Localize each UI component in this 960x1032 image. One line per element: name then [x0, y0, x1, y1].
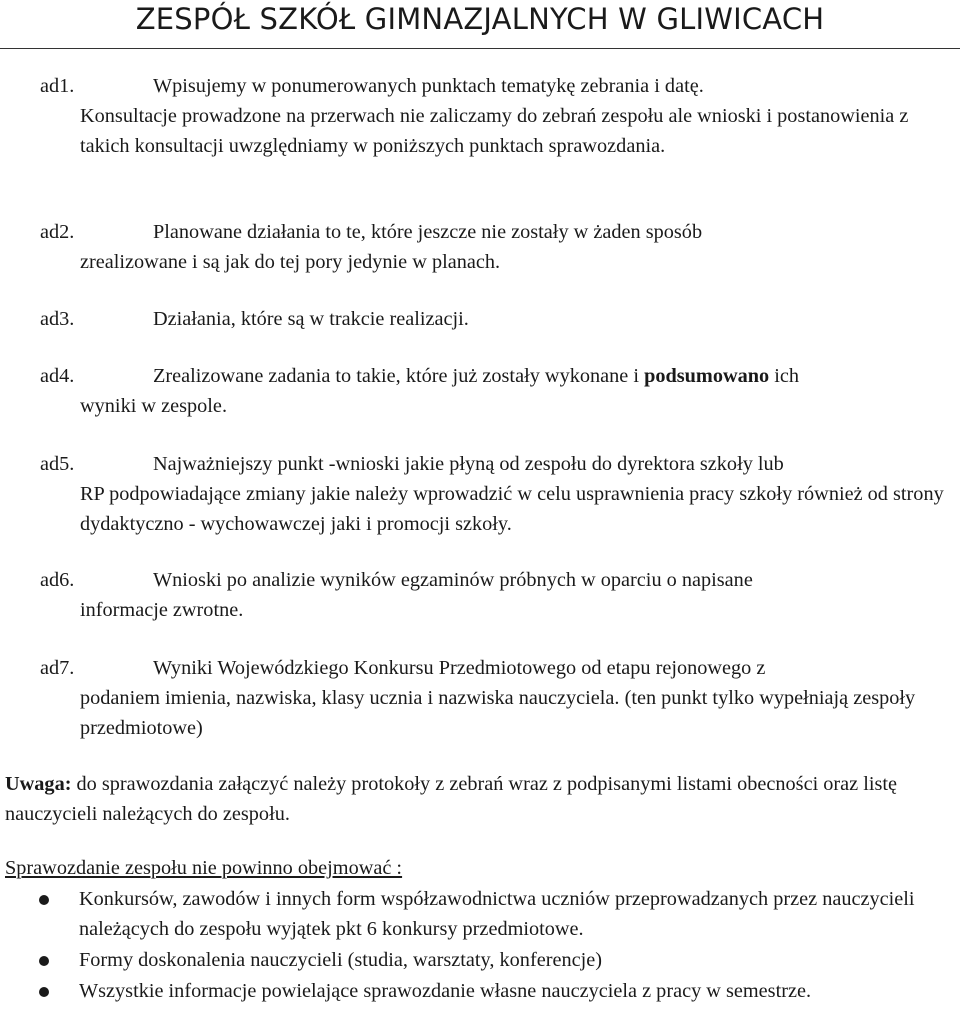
item-label: ad3.	[40, 308, 75, 330]
bullet-icon	[39, 956, 49, 966]
note-text: do sprawozdania załączyć należy protokoły z zebrań wraz z podpisanymi listami obecności oraz listę nauczycieli należących do zespołu.	[5, 773, 898, 825]
item-first-line: Wyniki Wojewódzkiego Konkursu Przedmiotowego od etapu rejonowego z	[153, 657, 766, 679]
item-ad4	[40, 362, 955, 422]
item-label: ad1.	[40, 75, 75, 97]
note-label: Uwaga:	[5, 773, 72, 795]
item-ad3	[40, 305, 955, 335]
item-ad7	[40, 654, 955, 743]
item-ad1	[40, 72, 955, 161]
item-label: ad4.	[40, 365, 75, 387]
page-header-title: ZESPÓŁ SZKÓŁ GIMNAZJALNYCH W GLIWICACH	[135, 2, 825, 36]
item-first-line-b: ich	[769, 365, 800, 387]
list-item-text: Wszystkie informacje powielające sprawozdanie własne nauczyciela z pracy w semestrze.	[79, 980, 812, 1002]
list-item-text: Konkursów, zawodów i innych form współzawodnictwa uczniów przeprowadzanych przez nauczycieli należących do zespołu wyjątek pkt 6 konkursy przedmiotowe.	[79, 888, 915, 940]
item-first-line: Planowane działania to te, które jeszcze nie zostały w żaden sposób	[153, 221, 703, 243]
item-continuation: zrealizowane i są jak do tej pory jedynie w planach.	[80, 250, 501, 273]
item-first-line: Wpisujemy w ponumerowanych punktach tematykę zebrania i datę.	[153, 75, 704, 97]
item-label: ad7.	[40, 657, 75, 679]
header-divider	[0, 48, 960, 49]
item-continuation: podaniem imienia, nazwiska, klasy ucznia i nazwiska nauczyciela. (ten punkt tylko wypełniają zespoły przedmiotowe)	[80, 686, 916, 739]
list-item	[0, 977, 950, 1007]
item-first-line: Wnioski po analizie wyników egzaminów próbnych w oparciu o napisane	[153, 569, 753, 591]
item-ad2	[40, 218, 955, 278]
list-item	[0, 946, 950, 976]
item-first-line: Najważniejszy punkt -wnioski jakie płyną od zespołu do dyrektora szkoły lub	[153, 453, 784, 475]
item-label: ad2.	[40, 221, 75, 243]
item-label: ad5.	[40, 453, 75, 475]
item-ad5	[40, 450, 955, 539]
list-item	[0, 885, 950, 945]
item-first-line-a: Zrealizowane zadania to takie, które już zostały wykonane i	[153, 365, 645, 387]
bullet-icon	[39, 895, 49, 905]
item-label: ad6.	[40, 569, 75, 591]
item-continuation: informacje zwrotne.	[80, 598, 244, 621]
item-first-line: Działania, które są w trakcie realizacji.	[153, 308, 469, 330]
exclusions-heading: Sprawozdanie zespołu nie powinno obejmować :	[5, 857, 403, 879]
note-paragraph	[5, 770, 955, 830]
item-bold-word: podsumowano	[644, 365, 770, 387]
item-continuation: Konsultacje prowadzone na przerwach nie zaliczamy do zebrań zespołu ale wnioski i postanowienia z takich konsultacji uwzględniamy w poniższych punktach sprawozdania.	[80, 104, 909, 157]
bullet-icon	[39, 987, 49, 997]
item-continuation: wyniki w zespole.	[80, 394, 228, 417]
list-item-text: Formy doskonalenia nauczycieli (studia, warsztaty, konferencje)	[79, 949, 602, 971]
item-ad6	[40, 566, 955, 626]
item-continuation: RP podpowiadające zmiany jakie należy wprowadzić w celu usprawnienia pracy szkoły również od strony dydaktyczno - wychowawczej jaki i promocji szkoły.	[80, 482, 944, 535]
